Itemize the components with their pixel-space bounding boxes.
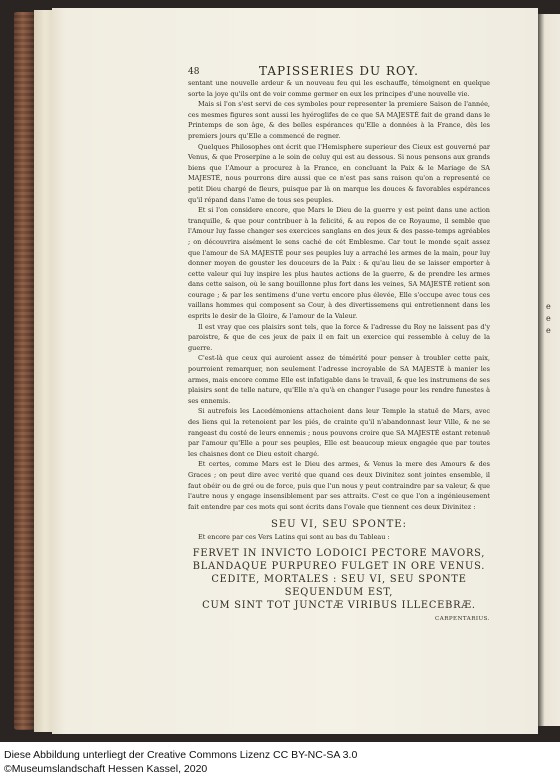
paragraph: sentant une nouvelle ardeur & un nouveau feu qui les eschauffe, témoignent en quelque sorte la joye qu'ils ont de voir comme germer en eux les principes d'une nouvelle vie. [188,79,490,98]
verse-line: FERVET IN INVICTO LODOICI PECTORE MAVORS, [192,547,486,559]
paragraph: C'est-là que ceux qui auroient assez de témérité pour penser à troubler cette paix, pourroient remarquer, non seulement l'adresse incroyable de SA MAJESTÉ à manier les armes, mais encore comme Elle est infatigable dans le travail, & que les instrumens de ses plaisirs sont de telle nature, qu'Elle n'a qu'à en changer l'usage pour les rendre funestes à ses ennemis. [188,354,490,405]
verse-line: CUM SINT TOT JUNCTÆ VIRIBUS ILLECEBRÆ. [202,599,476,611]
verse-line: CEDITE, MORTALES : SEU VI, SEU SPONTE SEQUENDUM EST, [211,573,467,598]
paragraph: Et si l'on considere encore, que Mars le Dieu de la guerre y est peint dans une action tranquille, & que pour contribuer à la felicité, & au repos de ce Royaume, il semble que l'Amour luy fasse changer ses exercices sanglans en des jeux & des passe-temps agréables ; on découvrira aisément le sens caché de cét Emblesme. Car tout le monde sçait assez que l'amour de SA MAJESTÉ pour ses peuples luy a arraché les armes de la main, pour luy donner moyen de gouster les douceurs de la Paix : & qu'au lieu de se laisser emporter à cette valeur qui luy inspire les plus hautes actions de la guerre, & de prendre les armes dans cette saison, où le sang bouillonne plus fort dans les veines, SA MAJESTÉ retient son courage ; & par les sentimens d'une vertu encore plus élevée, Elle s'occupe avec tous ces vaillans hommes qui composent sa Cour, à des divertissemens qui entretiennent dans les esprits le desir de la Gloire, & l'amour de la Valeur. [188,206,490,321]
paragraph: Mais si l'on s'est servi de ces symboles pour representer la premiere Saison de l'année, ces mesmes figures sont aussi les hyéroglifes de ce que SA MAJESTÉ fait de grand dans le Printemps de son âge, & des belles espérances qu'Elle a données à la France, dès les premiers jours qu'Elle a commencé de regner. [188,100,490,140]
paragraph: Quelques Philosophes ont écrit que l'Hemisphere superieur des Cieux est gouverné par Venus, & que Proserpine a le soin de celuy qui est au dessous. Si nous pensons aux grands biens que l'Amour a procurez à la France, en concluant la Paix & le Mariage de SA MAJESTÉ, nous pourrons dire aussi que ce n'est pas sans raison qu'on a representé ce petit Dieu chargé de fleurs, puisque par là on marque les douces & favorables espérances qu'il répand dans l'ame de tous ses peuples. [188,142,490,204]
image-credits [4,748,357,776]
page-text [188,78,490,625]
book-cover-edge [14,12,36,730]
paragraph: Et certes, comme Mars est le Dieu des armes, & Venus la mere des Amours & des Graces ; on peut dire avec verité que quand ces deux Divinitez sont jointes ensemble, il faut obéir ou de gré ou de force, puis que l'un nous y peut contraindre par sa valeur, & que l'autre nous y engage insensiblement par ses attraits. C'est ce que l'on a ingénieusement fait entendre par ces mots qui sont écrits dans l'ovale que tiennent ces deux Divinitez : [188,460,490,511]
paragraph: Il est vray que ces plaisirs sont tels, que la force & l'adresse du Roy ne laissent pas d'y paroistre, & que de ces jeux de paix il en fait un exercice qui ressemble à celuy de la guerre. [188,322,490,352]
copyright-line: ©Museumslandschaft Hessen Kassel, 2020 [4,763,208,775]
paragraph: Si autrefois les Lacedémoniens attachoient dans leur Temple la statuë de Mars, avec des liens qui la retenoient par les piés, de crainte qu'il n'abandonnast leur Ville, & ne se rangeast du costé de leurs ennemis ; nous pouvons croire que SA MAJESTÉ estant retenuë par l'amour qu'Elle a pour ses peuples, Elle est beaucoup mieux engagée que par toutes les chaisnes dont ce Dieu estoit chargé. [188,407,490,458]
facing-page-fragment: e [546,314,551,323]
author-signature: CARPENTARIUS. [435,615,490,622]
motto: SEU VI, SEU SPONTE: [271,519,407,531]
verse-line: BLANDAQUE PURPUREO FULGET IN ORE VENUS. [192,560,486,572]
latin-verses [188,547,490,612]
facing-page-fragment: e [546,302,551,311]
license-line: Diese Abbildung unterliegt der Creative Commons Lizenz CC BY-NC-SA 3.0 [4,749,358,761]
page-number: 48 [188,67,200,77]
page-header [188,64,490,78]
verses-intro: Et encore par ces Vers Latins qui sont au bas du Tableau : [198,533,390,542]
facing-page-fragment: e [546,326,551,335]
running-title: TAPISSERIES DU ROY. [259,64,419,78]
facing-page-edge [538,14,560,726]
